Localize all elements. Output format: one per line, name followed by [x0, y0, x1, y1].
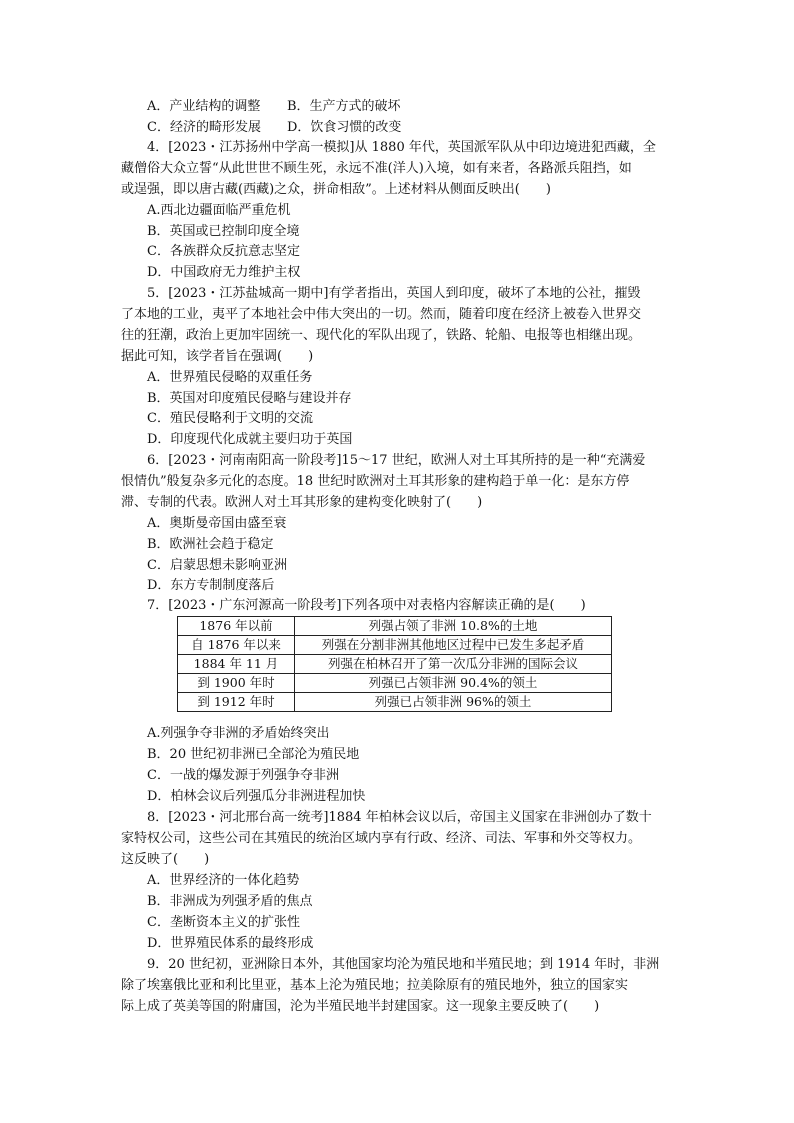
q7-data-table: [177, 616, 612, 712]
table-cell-event: 列强在柏林召开了第一次瓜分非洲的国际会议: [295, 655, 612, 674]
q7-option-d[interactable]: D．柏林会议后列强瓜分非洲进程加快: [147, 789, 366, 804]
q6-option-b[interactable]: B．欧洲社会趋于稳定: [147, 537, 274, 552]
q6-option-a[interactable]: A．奥斯曼帝国由盛至衰: [147, 516, 287, 531]
q6-stem-line-3: 滞、专制的代表。欧洲人对土耳其形象的建构变化映射了( ): [121, 495, 483, 510]
q6-option-c[interactable]: C．启蒙思想未影响亚洲: [147, 558, 287, 573]
table-row: [178, 617, 612, 636]
q3-option-a[interactable]: A．产业结构的调整: [147, 99, 261, 114]
q5-option-d[interactable]: D．印度现代化成就主要归功于英国: [147, 432, 353, 447]
table-cell-period: 1876 年以前: [178, 617, 295, 636]
q5-stem-line-2: 了本地的工业，夷平了本地社会中伟大突出的一切。然而，随着印度在经济上被卷入世界交: [121, 307, 642, 322]
q4-option-a[interactable]: A.西北边疆面临严重危机: [147, 203, 291, 218]
q8-stem-line-3: 这反映了( ): [121, 852, 210, 867]
table-cell-event: 列强占领了非洲 10.8%的土地: [295, 617, 612, 636]
table-cell-period: 1884 年 11 月: [178, 655, 295, 674]
table-cell-event: 列强已占领非洲 90.4%的领土: [295, 674, 612, 693]
table-cell-period: 到 1912 年时: [178, 693, 295, 712]
q8-option-b[interactable]: B．非洲成为列强矛盾的焦点: [147, 894, 313, 909]
q7-option-b[interactable]: B．20 世纪初非洲已全部沦为殖民地: [147, 747, 360, 762]
q3-option-d[interactable]: D．饮食习惯的改变: [287, 120, 402, 135]
q5-stem-line-3: 往的狂潮，政治上更加牢固统一、现代化的军队出现了，铁路、轮船、电报等也相继出现。: [121, 328, 642, 343]
q9-stem-line-1: 9．20 世纪初，亚洲除日本外，其他国家均沦为殖民地和半殖民地；到 1914 年时，非洲: [147, 957, 660, 972]
table-cell-period: 到 1900 年时: [178, 674, 295, 693]
q4-stem-line-3: 或逞强，即以唐古藏(西藏)之众，拼命相敌”。上述材料从侧面反映出( ): [121, 182, 551, 197]
q9-stem-line-3: 际上成了英美等国的附庸国，沦为半殖民地半封建国家。这一现象主要反映了( ): [121, 999, 600, 1014]
q5-option-b[interactable]: B．英国对印度殖民侵略与建设并存: [147, 391, 352, 406]
q5-stem-line-1: 5．[2023・江苏盐城高一期中]有学者指出，英国人到印度，破坏了本地的公社，摧毁: [147, 286, 641, 301]
table-cell-period: 自 1876 年以来: [178, 636, 295, 655]
table-row: [178, 655, 612, 674]
q3-options-row-2: [147, 119, 402, 139]
q5-stem-line-4: 据此可知，该学者旨在强调( ): [121, 349, 314, 364]
q6-stem-line-2: 恨情仇”般复杂多元化的态度。18 世纪时欧洲对土耳其形象的建构趋于单一化：是东方停: [121, 474, 630, 489]
q4-option-d[interactable]: D．中国政府无力维护主权: [147, 265, 301, 280]
q4-stem-line-2: 藏僧俗大众立誓“从此世世不顾生死，永远不准(洋人)入境，如有来者，各路派兵阻挡，如: [121, 161, 632, 176]
table-row: [178, 674, 612, 693]
q5-option-a[interactable]: A．世界殖民侵略的双重任务: [147, 370, 313, 385]
q6-option-d[interactable]: D．东方专制制度落后: [147, 578, 275, 593]
q7-stem: 7．[2023・广东河源高一阶段考]下列各项中对表格内容解读正确的是( ): [147, 598, 586, 613]
q8-stem-line-1: 8．[2023・河北邢台高一统考]1884 年柏林会议以后，帝国主义国家在非洲创办了数十: [147, 810, 652, 825]
q4-option-b[interactable]: B．英国或已控制印度全境: [147, 224, 300, 239]
q4-stem-line-1: 4．[2023・江苏扬州中学高一模拟]从 1880 年代，英国派军队从中印边境进犯西藏，全: [147, 140, 656, 155]
q3-options-row-1: [147, 98, 401, 118]
table-row: [178, 693, 612, 712]
q4-option-c[interactable]: C．各族群众反抗意志坚定: [147, 244, 300, 259]
q6-stem-line-1: 6．[2023・河南南阳高一阶段考]15～17 世纪，欧洲人对土耳其所持的是一种“充满爱: [147, 453, 646, 468]
q8-option-d[interactable]: D．世界殖民体系的最终形成: [147, 936, 314, 951]
q8-option-a[interactable]: A．世界经济的一体化趋势: [147, 873, 300, 888]
q3-option-b[interactable]: B．生产方式的破坏: [287, 99, 401, 114]
q8-stem-line-2: 家特权公司，这些公司在其殖民的统治区域内享有行政、经济、司法、军事和外交等权力。: [121, 831, 642, 846]
q7-option-c[interactable]: C．一战的爆发源于列强争夺非洲: [147, 768, 339, 783]
q7-option-a[interactable]: A.列强争夺非洲的矛盾始终突出: [147, 726, 330, 741]
q3-option-c[interactable]: C．经济的畸形发展: [147, 120, 261, 135]
table-row: [178, 636, 612, 655]
q8-option-c[interactable]: C．垄断资本主义的扩张性: [147, 915, 300, 930]
q5-option-c[interactable]: C．殖民侵略利于文明的交流: [147, 411, 313, 426]
q9-stem-line-2: 除了埃塞俄比亚和利比里亚，基本上沦为殖民地；拉美除原有的殖民地外，独立的国家实: [121, 978, 629, 993]
table-cell-event: 列强在分割非洲其他地区过程中已发生多起矛盾: [295, 636, 612, 655]
table-cell-event: 列强已占领非洲 96%的领土: [295, 693, 612, 712]
